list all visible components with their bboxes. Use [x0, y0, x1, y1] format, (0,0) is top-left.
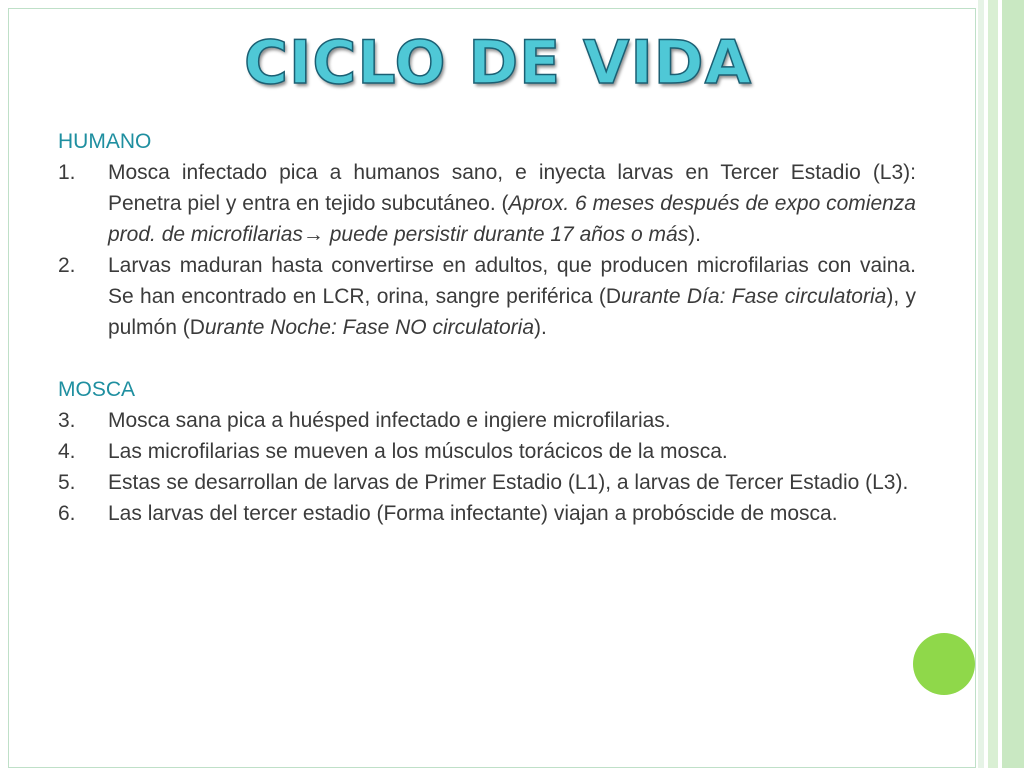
- item-text-part: ).: [688, 223, 701, 246]
- arrow-icon: →: [302, 223, 324, 246]
- decorative-stripe: [1002, 0, 1024, 768]
- item-number: 3.: [58, 409, 76, 432]
- item-text-italic: urante Día: Fase circulatoria: [621, 285, 887, 308]
- item-text: [108, 157, 916, 250]
- spacer: [58, 343, 916, 374]
- list-item: [58, 157, 916, 250]
- section-heading-humano: HUMANO: [58, 130, 152, 153]
- item-number: 2.: [58, 254, 76, 277]
- item-number: 4.: [58, 440, 76, 463]
- item-text: Las larvas del tercer estadio (Forma infectante) viajan a probóscide de mosca.: [108, 502, 838, 525]
- slide-content: [58, 126, 916, 529]
- item-number: 1.: [58, 161, 76, 184]
- slide-title: CICLO DE VIDA: [243, 28, 753, 98]
- item-text-part: ).: [534, 316, 547, 339]
- item-text-italic: Aprox. 6 meses después de expo comienza prod. de microfilarias: [108, 192, 916, 246]
- list-item: [58, 250, 916, 343]
- item-text-part: Mosca infectado pica a humanos sano, e inyecta larvas en Tercer Estadio (L3): Penetra piel y entra en tejido subcutáneo. (: [108, 161, 916, 215]
- item-text: Estas se desarrollan de larvas de Primer Estadio (L1), a larvas de Tercer Estadio (L3).: [108, 471, 909, 494]
- list-item: [58, 405, 916, 436]
- green-circle-icon: [913, 633, 975, 695]
- item-text-italic: urante Noche: Fase NO circulatoria: [204, 316, 535, 339]
- decorative-stripe: [988, 0, 998, 768]
- list-item: [58, 498, 916, 529]
- list-item: [58, 436, 916, 467]
- item-text-italic: puede persistir durante 17 años o más: [323, 223, 689, 246]
- item-text: Las microfilarias se mueven a los músculos torácicos de la mosca.: [108, 440, 728, 463]
- item-text: [108, 250, 916, 343]
- item-number: 6.: [58, 502, 76, 525]
- list-item: [58, 467, 916, 498]
- item-text-part: ), y pulmón (D: [108, 285, 916, 339]
- item-text: Mosca sana pica a huésped infectado e ingiere microfilarias.: [108, 409, 671, 432]
- section-heading-mosca: MOSCA: [58, 378, 136, 401]
- item-text-part: Larvas maduran hasta convertirse en adultos, que producen microfilarias con vaina. Se han encontrado en LCR, orina, sangre periférica (D: [108, 254, 916, 308]
- item-number: 5.: [58, 471, 76, 494]
